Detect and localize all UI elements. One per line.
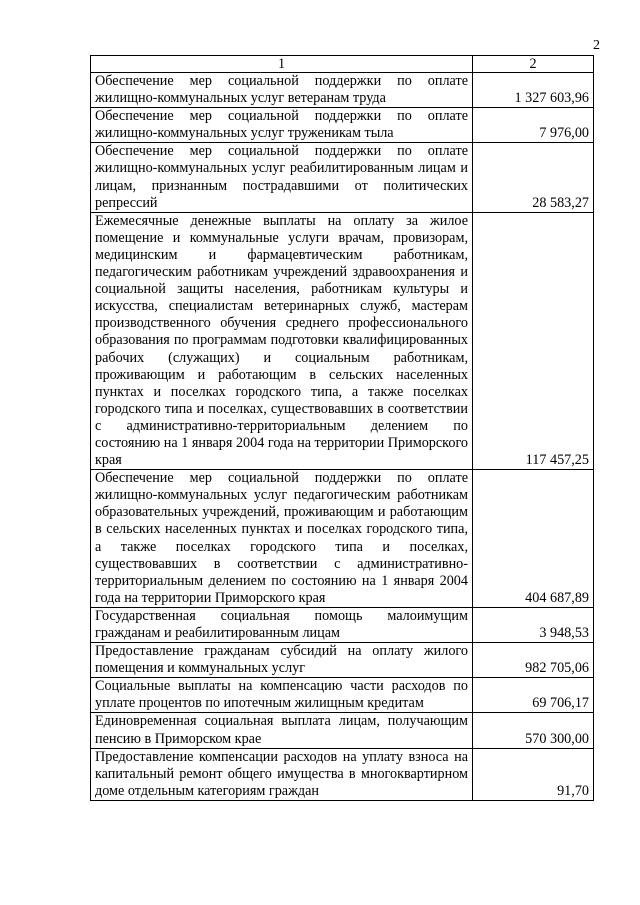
page-number: 2 (593, 38, 600, 53)
table-row (91, 713, 594, 748)
row-description: Государственная социальная помощь малоимущим гражданам и реабилитированным лицам (91, 607, 473, 642)
row-amount: 7 976,00 (473, 108, 594, 143)
row-amount: 982 705,06 (473, 643, 594, 678)
row-amount: 117 457,25 (473, 212, 594, 469)
row-amount: 28 583,27 (473, 143, 594, 212)
table-row (91, 108, 594, 143)
row-amount: 91,70 (473, 748, 594, 800)
row-description: Обеспечение мер социальной поддержки по оплате жилищно-коммунальных услуг ветеранам труда (91, 73, 473, 108)
row-description: Единовременная социальная выплата лицам, получающим пенсию в Приморском крае (91, 713, 473, 748)
row-description: Обеспечение мер социальной поддержки по оплате жилищно-коммунальных услуг педагогическим работникам образовательных учреждений, проживающим и работающим в сельских населенных пунктах и поселках городского типа, а также поселках городского типа и поселках, существовавших в соответствии с административно-территориальным делением по состоянию на 1 января 2004 года на территории Приморского края (91, 470, 473, 608)
budget-table (90, 55, 594, 801)
table-row (91, 470, 594, 608)
table-row (91, 212, 594, 469)
row-amount: 69 706,17 (473, 678, 594, 713)
table-row (91, 143, 594, 212)
row-description: Социальные выплаты на компенсацию части расходов по уплате процентов по ипотечным жилищным кредитам (91, 678, 473, 713)
table-row (91, 678, 594, 713)
table-row (91, 643, 594, 678)
table-header-row (91, 56, 594, 73)
row-amount: 404 687,89 (473, 470, 594, 608)
row-amount: 1 327 603,96 (473, 73, 594, 108)
row-description: Ежемесячные денежные выплаты на оплату за жилое помещение и коммунальные услуги врачам, провизорам, медицинским и фармацевтическим работникам, педагогическим работникам учреждений здравоохранения и социальной защиты населения, работникам культуры и искусства, специалистам ветеринарных служб, мастерам производственного обучения среднего профессионального образования по программам подготовки квалифицированных рабочих (служащих) и социальным работникам, проживающим и работающим в сельских населенных пунктах и поселках городского типа, а также поселках городского типа и поселках, существовавших в соответствии с административно-территориальным делением по состоянию на 1 января 2004 года на территории Приморского края (91, 212, 473, 469)
table-row (91, 748, 594, 800)
row-description: Обеспечение мер социальной поддержки по оплате жилищно-коммунальных услуг труженикам тыла (91, 108, 473, 143)
row-amount: 570 300,00 (473, 713, 594, 748)
column-header-2: 2 (473, 56, 594, 73)
row-description: Предоставление компенсации расходов на уплату взноса на капитальный ремонт общего имущества в многоквартирном доме отдельным категориям граждан (91, 748, 473, 800)
column-header-1: 1 (91, 56, 473, 73)
row-amount: 3 948,53 (473, 607, 594, 642)
table-row (91, 73, 594, 108)
row-description: Обеспечение мер социальной поддержки по оплате жилищно-коммунальных услуг реабилитированным лицам и лицам, признанным пострадавшими от политических репрессий (91, 143, 473, 212)
row-description: Предоставление гражданам субсидий на оплату жилого помещения и коммунальных услуг (91, 643, 473, 678)
table-row (91, 607, 594, 642)
